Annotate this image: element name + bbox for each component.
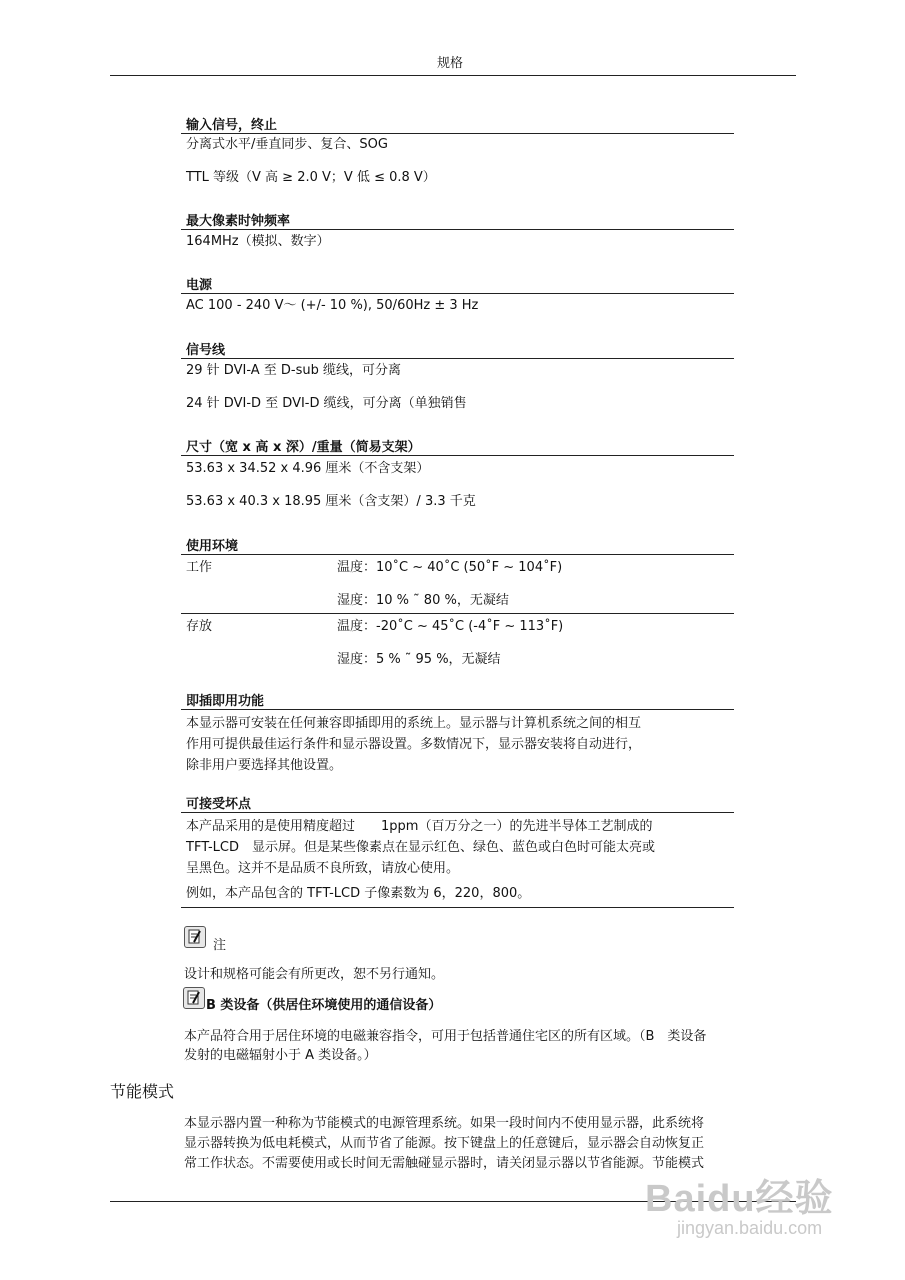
note-text: 设计和规格可能会有所更改，恕不另行通知。 [184,967,445,982]
note-label: 注 [213,938,227,953]
section-rule [181,907,734,908]
section-rule [181,812,734,813]
note-icon [183,987,205,1009]
section-heading-power: 电源 [186,278,213,293]
section-heading-max-pixel-clock: 最大像素时钟频率 [186,214,291,229]
spec-line: 53.63 x 34.52 x 4.96 厘米（不含支架） [186,461,430,476]
watermark-url: jingyan.baidu.com [677,1218,823,1238]
paragraph-line: 本产品采用的是使用精度超过 1ppm（百万分之一）的先进半导体工艺制成的 [186,819,653,834]
section-rule [181,358,734,359]
env-row-label: 工作 [186,560,213,575]
section-rule [181,613,734,614]
spec-line: 53.63 x 40.3 x 18.95 厘米（含支架）/ 3.3 千克 [186,494,476,509]
spec-line: 分离式水平/垂直同步、复合、SOG [186,137,388,152]
section-rule [181,709,734,710]
env-row-label: 存放 [186,619,213,634]
header-rule [110,75,796,76]
env-temperature: 温度：10˚C ~ 40˚C (50˚F ~ 104˚F) [337,560,563,575]
paragraph-line: 本产品符合用于居住环境的电磁兼容指令，可用于包括普通住宅区的所有区域。（B 类设备 [184,1029,707,1044]
section-rule [181,293,734,294]
section-rule [181,554,734,555]
spec-line: 29 针 DVI-A 至 D-sub 缆线，可分离 [186,363,401,378]
watermark-brand: Baidu经验 [645,1178,834,1220]
spec-line: AC 100 - 240 V～ (+/- 10 %), 50/60Hz ± 3 Hz [186,298,479,313]
paragraph-line: 除非用户要选择其他设置。 [186,758,343,773]
paragraph-line: 显示器转换为低电耗模式，从而节省了能源。按下键盘上的任意键后，显示器会自动恢复正 [184,1136,705,1151]
section-heading-plug-and-play: 即插即用功能 [186,694,265,709]
class-b-title: B 类设备（供居住环境使用的通信设备） [206,998,442,1013]
section-heading-signal-cable: 信号线 [186,343,226,358]
env-humidity: 湿度：5 % ˜ 95 %，无凝结 [337,652,501,667]
spec-line: 164MHz（模拟、数字） [186,234,330,249]
paragraph-line: 常工作状态。不需要使用或长时间无需触碰显示器时，请关闭显示器以节省能源。节能模式 [184,1156,705,1171]
spec-line: 24 针 DVI-D 至 DVI-D 缆线，可分离（单独销售 [186,396,467,411]
paragraph-line: 呈黑色。这并不是品质不良所致，请放心使用。 [186,861,460,876]
paragraph-line: TFT-LCD 显示屏。但是某些像素点在显示红色、绿色、蓝色或白色时可能太亮或 [186,840,655,855]
paragraph-line: 发射的电磁辐射小于 A 类设备。） [184,1048,377,1063]
section-heading-input-signal: 输入信号，终止 [186,118,278,133]
page-header-title: 规格 [437,56,464,71]
note-icon [184,926,206,948]
section-rule [181,133,734,134]
section-heading-environment: 使用环境 [186,539,239,554]
section-heading-dimensions: 尺寸（宽 x 高 x 深）/重量（简易支架） [186,440,421,455]
paragraph-line: 作用可提供最佳运行条件和显示器设置。多数情况下，显示器安装将自动进行， [186,737,642,752]
power-saver-title: 节能模式 [110,1082,175,1101]
section-rule [181,455,734,456]
env-temperature: 温度：-20˚C ~ 45˚C (-4˚F ~ 113˚F) [337,619,564,634]
paragraph-line: 本显示器内置一种称为节能模式的电源管理系统。如果一段时间内不使用显示器，此系统将 [184,1116,705,1131]
section-rule [181,229,734,230]
spec-line: TTL 等级（V 高 ≥ 2.0 V；V 低 ≤ 0.8 V） [186,170,436,185]
section-heading-acceptable-dots: 可接受坏点 [186,797,252,812]
env-humidity: 湿度：10 % ˜ 80 %，无凝结 [337,593,509,608]
paragraph-line: 本显示器可安装在任何兼容即插即用的系统上。显示器与计算机系统之间的相互 [186,716,642,731]
paragraph-example: 例如，本产品包含的 TFT-LCD 子像素数为 6，220，800。 [186,886,531,901]
